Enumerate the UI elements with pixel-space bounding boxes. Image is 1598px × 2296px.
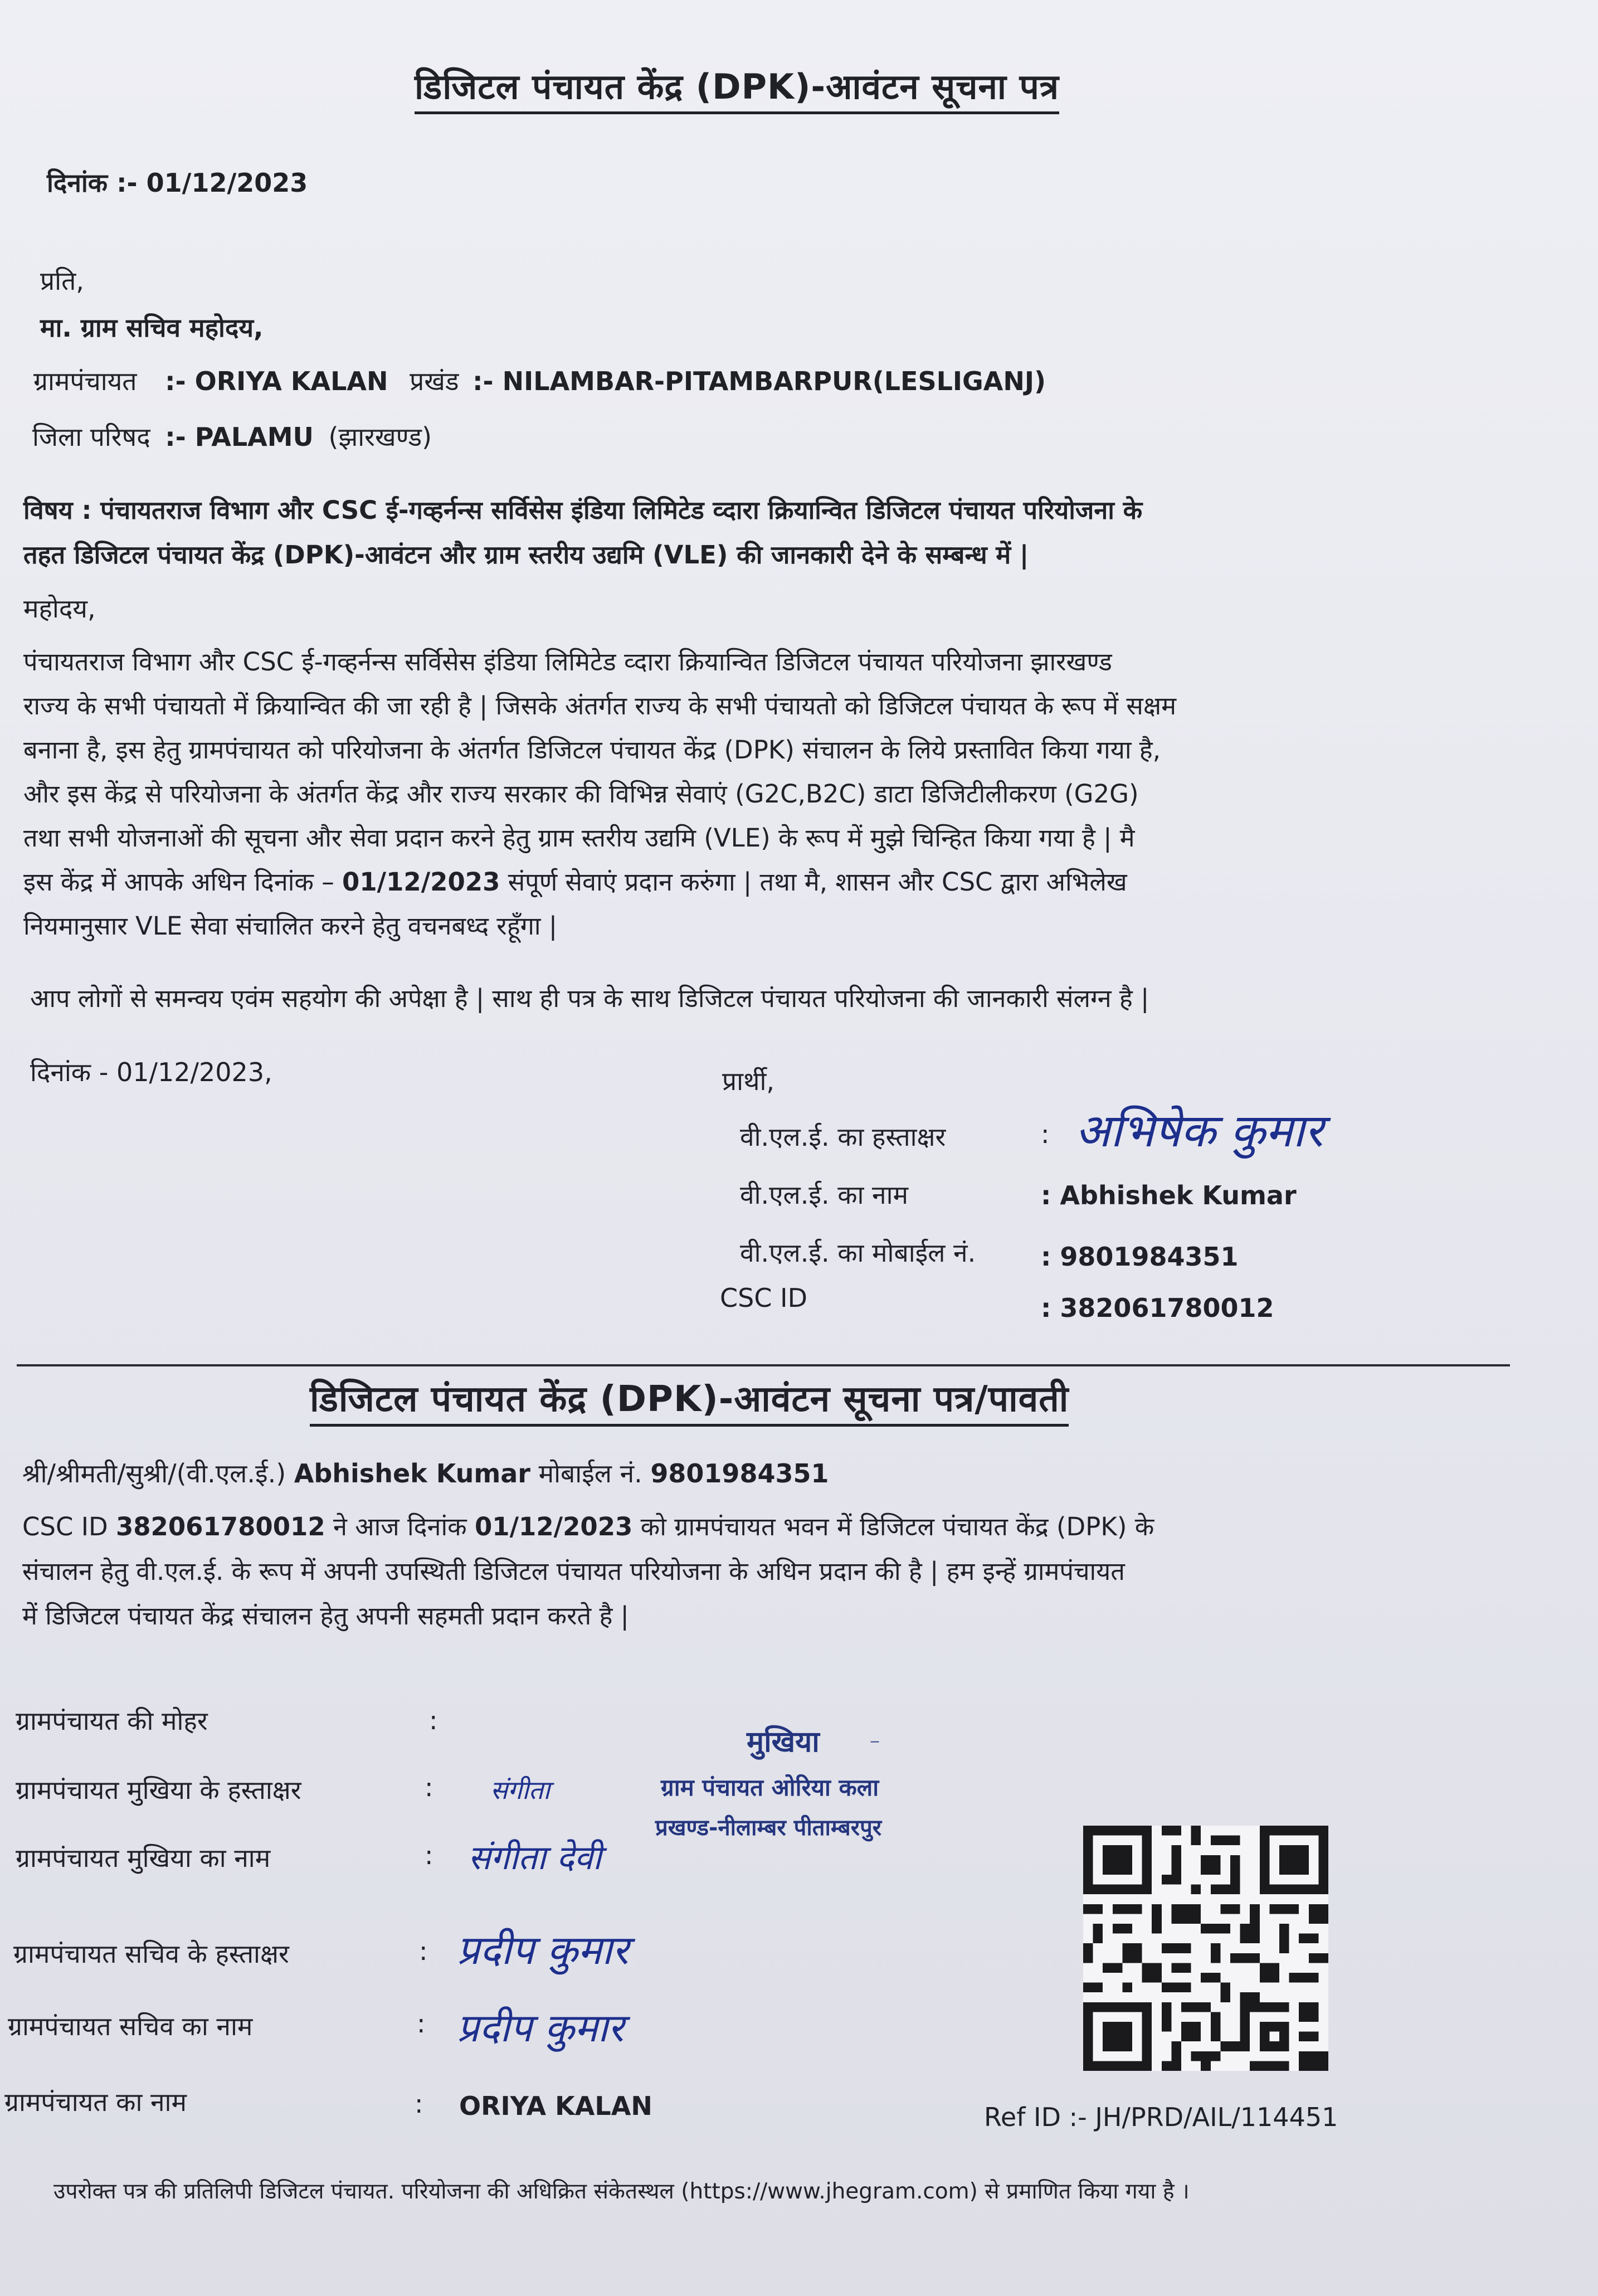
- field-label: ग्रामपंचायत की मोहर: [16, 1706, 208, 1736]
- separator: :: [425, 1772, 433, 1802]
- csc-id-label: CSC ID: [720, 1283, 808, 1313]
- body-text: संपूर्ण सेवाएं प्रदान करुंगा | तथा मै, शासन और CSC द्वारा अभिलेख: [500, 867, 1127, 897]
- addressee-prefix: प्रति,: [40, 266, 84, 296]
- gp-label: ग्रामपंचायत: [33, 366, 137, 396]
- receipt-text: CSC ID: [22, 1512, 116, 1541]
- closing-line: आप लोगों से समन्वय एवंम सहयोग की अपेक्षा है | साथ ही पत्र के साथ डिजिटल पंचायत परियोजना की जानकारी संलग्न है |: [30, 984, 1149, 1013]
- csc-id: : 382061780012: [1041, 1293, 1274, 1323]
- stamp-block: प्रखण्ड-नीलाम्बर पीताम्बरपुर: [655, 1815, 882, 1841]
- stamp-mark: ⁻: [869, 1733, 881, 1758]
- mukhiya-signature: संगीता: [490, 1775, 550, 1805]
- vle-name-label: वी.एल.ई. का नाम: [740, 1180, 909, 1210]
- subject-line: विषय : पंचायतराज विभाग और CSC ई-गव्हर्नन्स सर्विसेस इंडिया लिमिटेड व्दारा क्रियान्वित डिजिटल पंचायत परियोजना के: [23, 495, 1143, 525]
- subject: [23, 488, 1142, 577]
- field-label: ग्रामपंचायत सचिव का नाम: [8, 2011, 253, 2041]
- field-label: ग्रामपंचायत सचिव के हस्ताक्षर: [13, 1939, 289, 1969]
- stamp-panchayat: ग्राम पंचायत ओरिया कला: [661, 1774, 879, 1801]
- receipt-line: [22, 1456, 829, 1490]
- receipt-mobile: 9801984351: [650, 1458, 829, 1488]
- page-title: डिजिटल पंचायत केंद्र (DPK)-आवंटन सूचना पत्र: [415, 62, 1059, 114]
- vle-signature-label: वी.एल.ई. का हस्ताक्षर: [740, 1122, 946, 1152]
- separator: :: [417, 2008, 426, 2039]
- receipt-title: डिजिटल पंचायत केंद्र (DPK)-आवंटन सूचना पत्र/पावती: [310, 1373, 1069, 1427]
- body-text: इस केंद्र में आपके अधिन दिनांक –: [23, 867, 343, 897]
- reference-id: Ref ID :- JH/PRD/AIL/114451: [984, 2102, 1338, 2132]
- field-label: ग्रामपंचायत मुखिया का नाम: [16, 1843, 271, 1873]
- body-paragraph: [23, 640, 1176, 948]
- separator: :: [415, 2089, 423, 2119]
- district-label: जिला परिषद: [32, 422, 150, 452]
- vle-mobile-label: वी.एल.ई. का मोबाईल नं.: [740, 1238, 976, 1268]
- stamp-title: मुखिया: [747, 1725, 820, 1759]
- block-value: :- NILAMBAR-PITAMBARPUR(LESLIGANJ): [472, 366, 1046, 396]
- body-line: [23, 860, 1176, 904]
- mukhiya-name: संगीता देवी: [468, 1838, 602, 1877]
- gp-value: :- ORIYA KALAN: [165, 366, 388, 396]
- vle-mobile: : 9801984351: [1041, 1242, 1239, 1272]
- addressee: मा. ग्राम सचिव महोदय,: [40, 313, 264, 343]
- sachiv-name: प्रदीप कुमार: [457, 2005, 624, 2051]
- vle-name: : Abhishek Kumar: [1041, 1180, 1297, 1210]
- salutation: महोदय,: [23, 594, 96, 624]
- sachiv-signature: प्रदीप कुमार: [457, 1927, 629, 1973]
- state-name: (झारखण्ड): [328, 422, 432, 452]
- field-label: ग्रामपंचायत का नाम: [4, 2087, 187, 2117]
- receipt-csc-id: 382061780012: [115, 1512, 325, 1541]
- letter-date: दिनांक :- 01/12/2023: [47, 168, 308, 198]
- subject-line: तहत डिजिटल पंचायत केंद्र (DPK)-आवंटन और ग्राम स्तरीय उद्यमि (VLE) की जानकारी देने के सम्बन्ध में |: [23, 540, 1029, 570]
- qr-code: [1083, 1826, 1328, 2071]
- separator: :: [429, 1705, 438, 1735]
- body-line: नियमानुसार VLE सेवा संचालित करने हेतु वचनबध्द रहूँगा |: [23, 911, 558, 941]
- separator: :: [1041, 1119, 1050, 1149]
- receipt-text: श्री/श्रीमती/सुश्री/(वी.एल.ई.): [22, 1458, 294, 1488]
- vle-signature: अभिषेक कुमार: [1075, 1105, 1323, 1157]
- footnote: उपरोक्त पत्र की प्रतिलिपी डिजिटल पंचायत. परियोजना की अधिक्रित संकेतस्थल (https://www.jhegram.com) से प्रमाणित किया गया है ।: [53, 2179, 1190, 2204]
- body-line: पंचायतराज विभाग और CSC ई-गव्हर्नन्स सर्विसेस इंडिया लिमिटेड व्दारा क्रियान्वित डिजिटल पंचायत परियोजना झारखण्ड: [23, 647, 1112, 677]
- receipt-line: [22, 1505, 1154, 1549]
- gram-panchayat-line: [33, 363, 1046, 398]
- gram-panchayat-name: ORIYA KALAN: [459, 2091, 652, 2121]
- receipt-text: मोबाईल नं.: [530, 1458, 651, 1488]
- block-label: प्रखंड: [410, 366, 459, 396]
- applicant-label: प्रार्थी,: [722, 1066, 775, 1096]
- body-line: बनाना है, इस हेतु ग्रामपंचायत को परियोजना के अंतर्गत डिजिटल पंचायत केंद्र (DPK) संचालन के लिये प्रस्तावित किया गया है,: [23, 735, 1161, 765]
- body-line: राज्य के सभी पंचायतो में क्रियान्वित की जा रही है | जिसके अंतर्गत राज्य के सभी पंचायतो को डिजिटल पंचायत के रूप में सक्षम: [23, 691, 1177, 721]
- district-line: [32, 419, 432, 454]
- receipt-text: को ग्रामपंचायत भवन में डिजिटल पंचायत केंद्र (DPK) के: [632, 1512, 1154, 1541]
- service-date: 01/12/2023: [342, 867, 500, 897]
- receipt-line: संचालन हेतु वी.एल.ई. के रूप में अपनी उपस्थिती डिजिटल पंचायत परियोजना के अधिन प्रदान की है | हम इन्हें ग्रामपंचायत: [22, 1556, 1125, 1586]
- district-value: :- PALAMU: [165, 422, 314, 452]
- receipt-text: ने आज दिनांक: [325, 1512, 475, 1541]
- body-line: और इस केंद्र से परियोजना के अंतर्गत केंद्र और राज्य सरकार की विभिन्न सेवाएं (G2C,B2C) डाटा डिजिटीलीकरण (G2G): [23, 779, 1139, 809]
- receipt-date: 01/12/2023: [474, 1512, 633, 1541]
- separator: :: [419, 1936, 428, 1966]
- section-divider: [17, 1364, 1510, 1366]
- body-line: तथा सभी योजनाओं की सूचना और सेवा प्रदान करने हेतु ग्राम स्तरीय उद्यमि (VLE) के रूप में मुझे चिन्हित किया गया है | मै: [23, 823, 1135, 853]
- application-date: दिनांक - 01/12/2023,: [30, 1057, 272, 1087]
- receipt-line: में डिजिटल पंचायत केंद्र संचालन हेतु अपनी सहमती प्रदान करते है |: [22, 1601, 629, 1631]
- receipt-paragraph: [22, 1505, 1154, 1638]
- receipt-vle-name: Abhishek Kumar: [294, 1458, 530, 1488]
- separator: :: [425, 1840, 433, 1870]
- field-label: ग्रामपंचायत मुखिया के हस्ताक्षर: [16, 1775, 301, 1805]
